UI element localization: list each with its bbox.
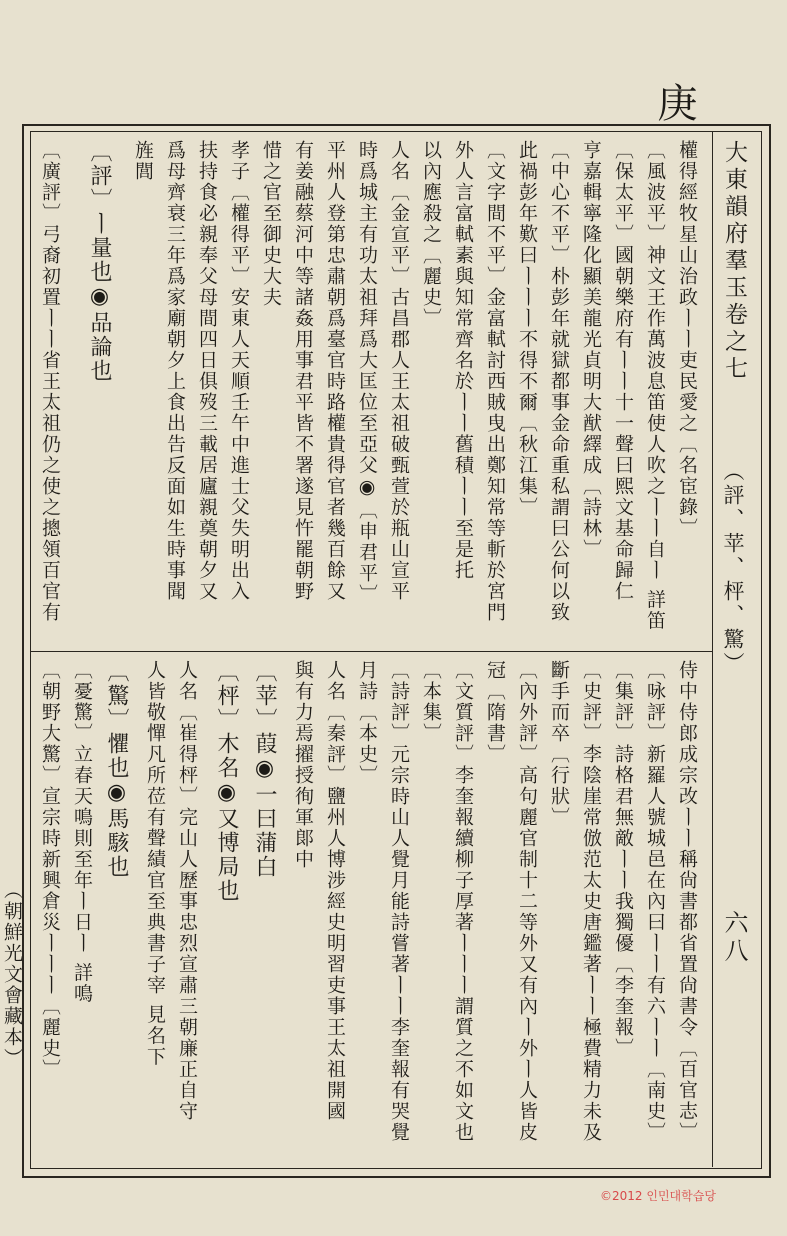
section-words: （評、苹、枰、驚） [721,460,745,676]
lower-col-6: 〔內外評〕高句麗官制十二等外又有內ㅣ外ㅣ人皆皮 [516,660,538,1143]
middle-rule [30,651,712,652]
lower-col-12: 人名〔秦評〕鹽州人博涉經史明習吏事王太祖開國 [324,660,346,1122]
upper-col-16: 扶持食必親奉父母間四日俱歿三載居廬親奠朝夕又 [196,140,218,602]
lower-col-4: 〔史評〕李陰崖常倣范太史唐鑑著ㅣㅣ極費精力未及 [580,660,602,1143]
upper-col-5: 〔中心不平〕朴彭年就獄都事金命重私謂曰公何以致 [548,140,570,623]
header-char: 庚 [651,82,697,122]
lower-col-9: 〔本集〕 [420,660,442,744]
upper-col-10: 人名〔金宣平〕古昌郡人王太祖破甄萱於瓶山宣平 [388,140,410,602]
lower-col-10: 〔詩評〕元宗時山人覺月能詩嘗著ㅣㅣ李奎報有哭覺 [388,660,410,1143]
upper-col-6: 此禍彭年歎曰ㅣㅣㅣ不得不爾〔秋江集〕 [516,140,538,518]
lower-col-15: 〔枰〕木名◉又博局也 [214,660,239,903]
lower-col-11: 月詩〔本史〕 [356,660,378,786]
lower-col-3: 〔集評〕詩格君無敵ㅣㅣ我獨優〔李奎報〕 [612,660,634,1059]
upper-col-13: 有姜融蔡河中等諸姦用事君平皆不署遂見忤罷朝野 [292,140,314,602]
lower-col-17: 人皆敬憚凡所莅有聲績官至典書子宰 見名下 [144,660,166,1068]
lower-col-8: 〔文質評〕李奎報續柳子厚著ㅣㅣㅣ謂質之不如文也 [452,660,474,1143]
upper-col-20: 〔廣評〕弓裔初置ㅣㅣ省王太祖仍之使之摠領百官有 [39,140,61,623]
publisher-stamp: （朝鮮光文會藏本） [1,880,23,1069]
upper-col-9: 以內應殺之〔麗史〕 [420,140,442,329]
upper-col-2: 〔風波平〕神文王作萬波息笛使人吹之ㅣㅣ自ㅣ 詳笛 [644,140,666,632]
watermark: ©2012 인민대학습당 [600,1189,716,1203]
upper-col-3: 〔保太平〕國朝樂府有ㅣㅣ十一聲曰熙文基命歸仁 [612,140,634,602]
upper-col-19: 〔評〕ㅣ量也◉品論也 [87,140,112,383]
page-number: 六八 [720,910,748,966]
lower-col-13: 與有力焉擢授徇軍郞中 [292,660,314,870]
lower-col-2: 〔咏評〕新羅人號城邑在內曰ㅣㅣ有六ㅣㅣ〔南史〕 [644,660,666,1143]
upper-col-7: 〔文字間不平〕金富軾討西賊曳出鄭知常等斬於宮門 [484,140,506,623]
book-title: 大東韻府羣玉卷之七 [721,140,747,383]
upper-col-18: 旌閭 [132,140,154,182]
lower-col-16: 人名〔崔得枰〕完山人歷事忠烈宣肅三朝廉正自守 [176,660,198,1122]
upper-col-1: 權得經牧星山治政ㅣㅣ吏民愛之〔名宦錄〕 [676,140,698,539]
lower-col-20: 〔朝野大驚〕宣宗時新興倉災ㅣㅣㅣ〔麗史〕 [39,660,61,1080]
lower-col-7: 冠〔隋書〕 [484,660,506,765]
upper-col-15: 孝子〔權得平〕安東人天順壬午中進士父失明出入 [228,140,250,602]
header-rule [712,131,713,1167]
upper-col-12: 平州人登第忠肅朝爲臺官時路權貴得官者幾百餘又 [324,140,346,602]
upper-col-14: 惜之官至御史大夫 [260,140,282,308]
upper-col-17: 爲母齊衰三年爲家廟朝夕上食出告反面如生時事聞 [164,140,186,602]
lower-col-14: 〔苹〕葭◉一曰蒲白 [252,660,277,879]
lower-col-5: 斷手而卒〔行狀〕 [548,660,570,828]
lower-col-19: 〔憂驚〕立春天鳴則至年ㅣ日ㅣ 詳鳴 [71,660,93,1005]
lower-col-18: 〔驚〕懼也◉馬駭也 [104,660,129,879]
upper-col-8: 外人言富軾素與知常齊名於ㅣㅣ舊積ㅣㅣ至是托 [452,140,474,581]
upper-col-4: 亨嘉輯寧隆化顯美龍光貞明大猷繹成〔詩林〕 [580,140,602,560]
upper-col-11: 時爲城主有功太祖拜爲大匡位至亞父◉〔申君平〕 [356,140,378,605]
lower-col-1: 侍中侍郎成宗改ㅣㅣ稱尙書都省置尙書令〔百官志〕 [676,660,698,1143]
